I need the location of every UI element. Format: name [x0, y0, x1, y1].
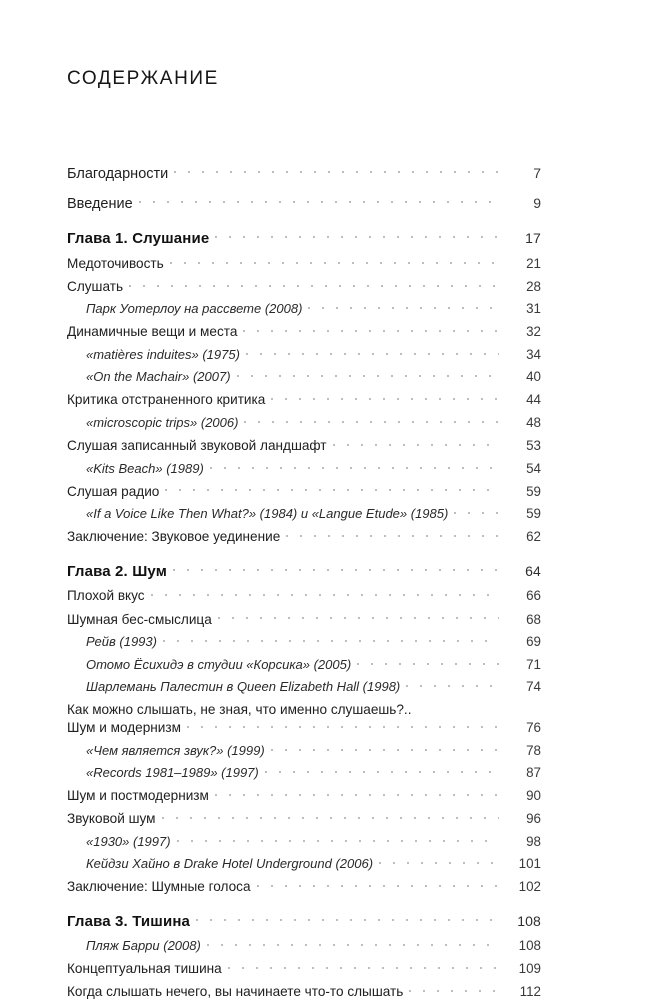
toc-entry-label: Слушая записанный звуковой ландшафт	[67, 437, 327, 453]
toc-entry[interactable]	[67, 833, 541, 848]
toc-entry[interactable]	[67, 764, 541, 779]
toc-entry-page-number: 48	[526, 414, 541, 430]
toc-entry-label: Глава 3. Тишина	[67, 912, 191, 930]
toc-entry[interactable]	[67, 633, 541, 648]
toc-entry[interactable]	[67, 937, 541, 952]
toc-leader-dots	[196, 911, 499, 926]
toc-entry-label: Рейв (1993)	[86, 634, 157, 650]
toc-entry-page-number: 9	[533, 194, 541, 211]
toc-entry[interactable]	[67, 193, 541, 211]
toc-entry-label: «matières induites» (1975)	[86, 346, 240, 362]
toc-entry-page-number: 53	[526, 437, 541, 453]
toc-entry-label: «Чем является звук?» (1999)	[86, 742, 265, 758]
toc-entry-page-number: 54	[526, 460, 541, 476]
toc-entry-label: Пляж Барри (2008)	[86, 937, 201, 953]
toc-entry-label: Отомо Ёсихидэ в студии «Корсика» (2005)	[86, 656, 352, 672]
toc-entry-page-number: 108	[518, 937, 541, 953]
toc-leader-dots	[244, 414, 499, 427]
toc-leader-dots	[357, 656, 499, 669]
toc-entry-page-number: 66	[526, 588, 541, 604]
toc-entry-page-number: 32	[526, 324, 541, 340]
toc-leader-dots	[228, 959, 499, 973]
toc-leader-dots	[243, 323, 499, 337]
toc-entry-label: Критика отстраненного критика	[67, 392, 266, 408]
toc-leader-dots	[215, 787, 499, 801]
toc-entry-label: «Records 1981–1989» (1997)	[86, 765, 259, 781]
toc-entry-page-number: 96	[526, 811, 541, 827]
toc-entry-page-number: 21	[526, 255, 541, 271]
toc-entry-page-number: 78	[526, 742, 541, 758]
toc-leader-dots	[177, 833, 499, 846]
toc-entry-label: Динамичные вещи и места	[67, 324, 238, 340]
toc-leader-dots	[333, 436, 499, 450]
table-of-contents-list	[67, 163, 541, 1006]
toc-entry[interactable]	[67, 346, 541, 361]
toc-entry-label: Введение	[67, 195, 133, 212]
toc-leader-dots	[151, 587, 499, 601]
toc-leader-dots	[139, 193, 499, 208]
toc-entry-label: «1930» (1997)	[86, 833, 171, 849]
toc-entry[interactable]	[67, 391, 541, 407]
toc-entry[interactable]	[67, 911, 541, 929]
toc-entry[interactable]	[67, 561, 541, 579]
toc-entry-label: Шум и постмодернизм	[67, 788, 209, 804]
toc-entry-page-number: 59	[526, 506, 541, 522]
toc-entry-label: «Kits Beach» (1989)	[86, 460, 204, 476]
toc-entry[interactable]	[67, 300, 541, 315]
toc-entry-label: Заключение: Звуковое уединение	[67, 529, 281, 545]
toc-entry-label: Кейдзи Хайно в Drake Hotel Underground (2006)	[86, 856, 374, 872]
toc-entry-page-number: 108	[517, 912, 541, 929]
toc-leader-dots	[454, 505, 499, 518]
toc-entry-page-number: 101	[518, 856, 541, 872]
toc-leader-dots	[265, 764, 499, 777]
toc-leader-dots	[271, 742, 499, 755]
toc-entry-label: «If a Voice Like Then What?» (1984) и «Langue Etude» (1985)	[86, 506, 449, 522]
toc-leader-dots	[246, 346, 499, 359]
toc-entry[interactable]	[67, 460, 541, 475]
toc-leader-dots	[170, 254, 499, 268]
toc-leader-dots	[129, 277, 499, 291]
toc-leader-dots	[379, 855, 499, 868]
toc-entry-label: Звуковой шум	[67, 811, 156, 827]
toc-leader-dots	[286, 528, 499, 542]
toc-entry-page-number: 87	[526, 765, 541, 781]
toc-leader-dots	[308, 300, 499, 313]
toc-leader-dots	[406, 678, 499, 691]
toc-entry-label: «On the Machair» (2007)	[86, 369, 231, 385]
toc-entry[interactable]	[67, 505, 541, 520]
toc-leader-dots	[173, 561, 499, 576]
toc-entry-page-number: 44	[526, 392, 541, 408]
toc-entry-page-number: 98	[526, 833, 541, 849]
toc-entry-page-number: 40	[526, 369, 541, 385]
toc-entry-page-number: 28	[526, 278, 541, 294]
toc-entry-label: Шарлемань Палестин в Queen Elizabeth Hall (1998)	[86, 678, 401, 694]
toc-entry-page-number: 102	[518, 879, 541, 895]
toc-entry[interactable]	[67, 482, 541, 498]
toc-entry[interactable]	[67, 787, 541, 803]
toc-entry-label: Концептуальная тишина	[67, 960, 222, 976]
toc-entry-page-number: 74	[526, 678, 541, 694]
toc-entry-page-number: 109	[518, 960, 541, 976]
toc-entry[interactable]	[67, 855, 541, 870]
toc-leader-dots	[174, 163, 499, 178]
toc-entry[interactable]	[67, 810, 541, 826]
toc-entry-page-number: 112	[519, 984, 541, 1000]
toc-entry-label: Шумная бес-смыслица	[67, 611, 212, 627]
toc-entry[interactable]	[67, 163, 541, 181]
toc-entry-page-number: 76	[526, 720, 541, 736]
toc-leader-dots	[218, 610, 499, 624]
toc-entry[interactable]	[67, 700, 541, 716]
toc-entry-label: Парк Уотерлоу на рассвете (2008)	[86, 301, 303, 317]
toc-entry[interactable]	[67, 983, 541, 999]
toc-leader-dots	[187, 719, 499, 733]
toc-entry-page-number: 7	[533, 164, 541, 181]
toc-entry-page-number: 59	[526, 483, 541, 499]
toc-leader-dots	[257, 878, 499, 892]
toc-leader-dots	[417, 700, 499, 714]
toc-entry[interactable]	[67, 368, 541, 383]
toc-leader-dots	[165, 482, 499, 496]
toc-entry-page-number: 71	[526, 656, 541, 672]
toc-entry-page-number: 31	[526, 301, 541, 317]
toc-entry-label: Плохой вкус	[67, 588, 145, 604]
toc-entry-label: Глава 2. Шум	[67, 562, 167, 580]
toc-leader-dots	[237, 368, 499, 381]
toc-entry-label: «microscopic trips» (2006)	[86, 414, 239, 430]
toc-leader-dots	[163, 633, 499, 646]
toc-entry-page-number: 64	[525, 562, 541, 579]
toc-entry[interactable]	[67, 742, 541, 757]
toc-entry-page-number: 62	[526, 529, 541, 545]
page-title: СОДЕРЖАНИЕ	[67, 67, 219, 89]
toc-entry[interactable]	[67, 228, 541, 246]
toc-entry-label: Заключение: Шумные голоса	[67, 879, 251, 895]
toc-entry[interactable]	[67, 414, 541, 429]
toc-leader-dots	[215, 228, 499, 243]
toc-leader-dots	[162, 810, 500, 824]
toc-entry[interactable]	[67, 277, 541, 293]
toc-entry[interactable]	[67, 528, 541, 544]
toc-entry[interactable]	[67, 436, 541, 452]
toc-entry[interactable]	[67, 878, 541, 894]
toc-entry-page-number: 34	[526, 346, 541, 362]
toc-entry[interactable]	[67, 587, 541, 603]
toc-entry[interactable]	[67, 323, 541, 339]
toc-entry-label: Когда слышать нечего, вы начинаете что-то слышать	[67, 984, 404, 1000]
toc-entry[interactable]	[67, 719, 541, 735]
toc-entry-page-number: 68	[526, 611, 541, 627]
toc-entry[interactable]	[67, 656, 541, 671]
toc-entry-label: Слушать	[67, 278, 124, 294]
toc-entry[interactable]	[67, 610, 541, 626]
toc-entry-label: Медоточивость	[67, 255, 164, 271]
toc-leader-dots	[271, 391, 499, 405]
toc-entry-label: Шум и модернизм	[67, 720, 181, 736]
toc-leader-dots	[409, 983, 499, 997]
toc-entry-page-number: 69	[526, 634, 541, 650]
toc-entry[interactable]	[67, 678, 541, 693]
toc-entry-page-number: 90	[526, 788, 541, 804]
toc-entry-page-number: 17	[525, 230, 541, 246]
toc-entry-label: Благодарности	[67, 165, 169, 182]
toc-entry-label: Глава 1. Слушание	[67, 230, 210, 247]
toc-entry[interactable]	[67, 959, 541, 975]
toc-leader-dots	[210, 460, 499, 473]
toc-leader-dots	[207, 937, 499, 950]
toc-entry-label: Слушая радио	[67, 483, 160, 499]
toc-entry-label: Как можно слышать, не зная, что именно слушаешь?..	[67, 701, 412, 717]
toc-entry[interactable]	[67, 254, 541, 270]
